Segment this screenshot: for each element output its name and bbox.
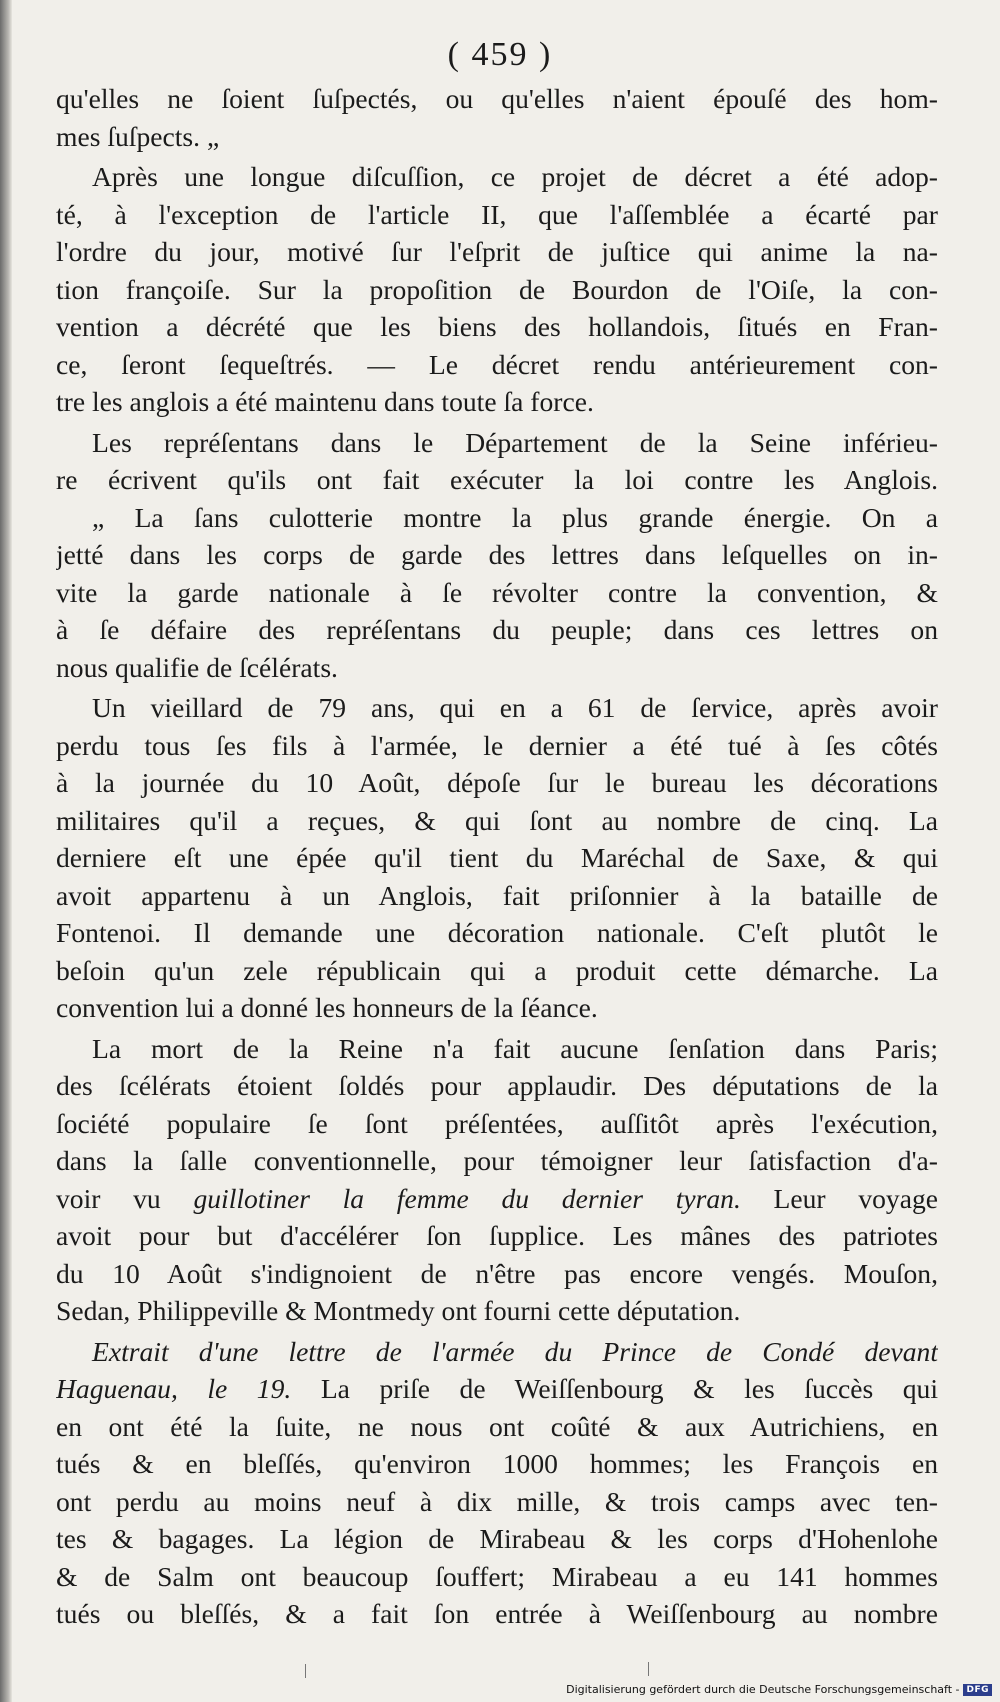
- text-line: jetté dans les corps de garde des lettres dans leſquelles on in-: [56, 539, 938, 570]
- text-line: à ſe défaire des repréſentans du peuple; dans ces lettres on: [56, 614, 938, 645]
- text-line: derniere eſt une épée qu'il tient du Maréchal de Saxe, & qui: [56, 842, 938, 873]
- dfg-logo: DFG: [963, 1684, 992, 1696]
- text-line: [56, 1180, 938, 1218]
- text-line: tre les anglois a été maintenu dans toute ſa force.: [56, 386, 594, 417]
- letter-heading-place: Haguenau, le 19.: [56, 1373, 292, 1404]
- text-line: qu'elles ne ſoient ſuſpectés, ou qu'elles n'aient épouſé des hom-: [56, 83, 938, 114]
- text-line: tués & en bleſſés, qu'environ 1000 hommes; les François en: [56, 1448, 938, 1479]
- text-line: Sedan, Philippeville & Montmedy ont fourni cette députation.: [56, 1295, 741, 1326]
- text-line: militaires qu'il a reçues, & qui ſont au nombre de cinq. La: [56, 804, 938, 836]
- text-run: voir vu: [56, 1182, 194, 1214]
- text-line: vite la garde nationale à ſe révolter contre la convention, &: [56, 576, 938, 608]
- book-spine-shadow: [0, 0, 12, 1702]
- text-line: & de Salm ont beaucoup ſouffert; Mirabeau a eu 141 hommes: [56, 1560, 938, 1592]
- text-line: vention a décrété que les biens des hollandois, ſitués en Fran-: [56, 311, 938, 342]
- text-line: ſociété populaire ſe ſont préſentées, auſſitôt après l'exécution,: [56, 1107, 938, 1139]
- italic-quote: guillotiner la femme du dernier tyran.: [193, 1182, 741, 1214]
- text-line: mes ſuſpects. „: [56, 120, 220, 152]
- text-line: tes & bagages. La légion de Mirabeau & les corps d'Hohenlohe: [56, 1523, 938, 1554]
- scan-artifact: [305, 1664, 306, 1678]
- text-line: La mort de la Reine n'a fait aucune ſenſation dans Paris;: [92, 1032, 938, 1064]
- scan-artifact: [648, 1662, 649, 1676]
- text-line: dans la ſalle conventionnelle, pour témoigner leur ſatisfaction d'a-: [56, 1145, 938, 1176]
- text-line: „ La ſans culotterie montre la plus grande énergie. On a: [92, 501, 938, 533]
- text-run: Leur voyage: [740, 1182, 938, 1214]
- text-line: tion françoiſe. Sur la propoſition de Bourdon de l'Oiſe, la con-: [56, 273, 938, 305]
- text-line: ont perdu au moins neuf à dix mille, & trois camps avec ten-: [56, 1485, 938, 1517]
- letter-heading-line: Extrait d'une lettre de l'armée du Prince de Condé devant: [92, 1335, 938, 1367]
- text-line: à la journée du 10 Août, dépoſe ſur le bureau les décorations: [56, 767, 938, 798]
- text-line: beſoin qu'un zele républicain qui a produit cette démarche. La: [56, 954, 938, 986]
- text-line: perdu tous ſes fils à l'armée, le dernier a été tué à ſes côtés: [56, 729, 938, 761]
- text-line: l'ordre du jour, motivé ſur l'eſprit de juſtice qui anime la na-: [56, 236, 938, 267]
- text-line: des ſcélérats étoient ſoldés pour applaudir. Des députations de la: [56, 1070, 938, 1101]
- text-line: ce, ſeront ſequeſtrés. — Le décret rendu antérieurement con-: [56, 348, 938, 380]
- page-number: ( 459 ): [447, 36, 553, 73]
- text-line: Un vieillard de 79 ans, qui en a 61 de ſervice, après avoir: [92, 692, 938, 723]
- text-line: té, à l'exception de l'article II, que l'aſſemblée a écarté par: [56, 198, 938, 230]
- text-line: du 10 Août s'indignoient de n'être pas encore vengés. Mouſon,: [56, 1257, 938, 1289]
- text-line: [56, 1370, 938, 1408]
- text-line: convention lui a donné les honneurs de la ſéance.: [56, 992, 598, 1023]
- digitization-credit: [566, 1683, 992, 1696]
- text-run: La priſe de Weiſſenbourg & les ſuccès qui: [291, 1373, 938, 1404]
- text-line: re écrivent qu'ils ont fait exécuter la loi contre les Anglois.: [56, 464, 938, 495]
- text-line: Après une longue diſcuſſion, ce projet de décret a été adop-: [92, 161, 938, 192]
- body-text: [56, 80, 938, 1633]
- text-line: Les repréſentans dans le Département de la Seine inférieu-: [92, 426, 938, 458]
- text-line: avoit appartenu à un Anglois, fait priſonnier à la bataille de: [56, 879, 938, 911]
- text-line: en ont été la ſuite, ne nous ont coûté & aux Autrichiens, en: [56, 1410, 938, 1442]
- text-line: Fontenoi. Il demande une décoration nationale. C'eſt plutôt le: [56, 917, 938, 948]
- text-line: nous qualifie de ſcélérats.: [56, 651, 338, 683]
- footer-text: Digitalisierung gefördert durch die Deutsche Forschungsgemeinschaft -: [566, 1683, 960, 1696]
- text-line: tués ou bleſſés, & a fait ſon entrée à Weiſſenbourg au nombre: [56, 1598, 938, 1629]
- text-line: avoit pour but d'accélérer ſon ſupplice. Les mânes des patriotes: [56, 1220, 938, 1251]
